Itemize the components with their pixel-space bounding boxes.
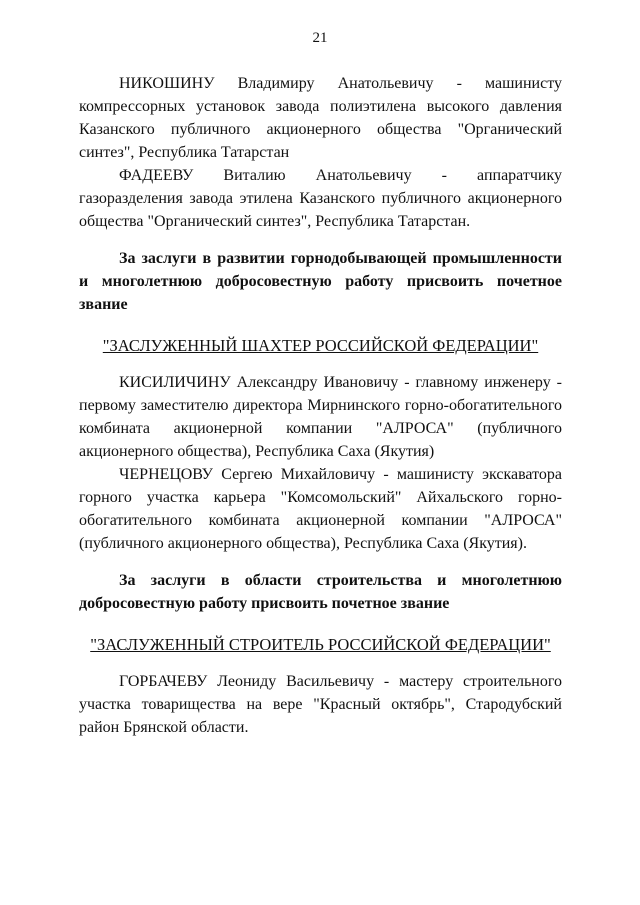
- section-heading-construction: За заслуги в области строительства и многолетнюю добросовестную работу присвоить почетное звание: [79, 572, 562, 612]
- award-title-miner: "ЗАСЛУЖЕННЫЙ ШАХТЕР РОССИЙСКОЙ ФЕДЕРАЦИИ": [102, 336, 539, 355]
- page-number: 21: [312, 30, 328, 46]
- award-entry-kisilichin: КИСИЛИЧИНУ Александру Ивановичу - главному инженеру - первому заместителю директора Мирнинского горно-обогатительного комбината акционерной компании "АЛРОСА" (публичного акционерного общества), Республика Саха (Якутия): [79, 374, 562, 460]
- section-heading-mining: За заслуги в развитии горнодобывающей промышленности и многолетнюю добросовестную работу присвоить почетное звание: [79, 250, 562, 313]
- award-entry-gorbachev: ГОРБАЧЕВУ Леониду Васильевичу - мастеру строительного участка товарищества на вере "Красный октябрь", Стародубский район Брянской области.: [79, 673, 562, 736]
- award-title-builder: "ЗАСЛУЖЕННЫЙ СТРОИТЕЛЬ РОССИЙСКОЙ ФЕДЕРАЦИИ": [90, 635, 551, 654]
- award-entry-nikoshin: НИКОШИНУ Владимиру Анатольевичу - машинисту компрессорных установок завода полиэтилена высокого давления Казанского публичного акционерного общества "Органический синтез", Республика Татарстан: [79, 75, 562, 161]
- page-content: [79, 72, 562, 739]
- award-entry-fadeev: ФАДЕЕВУ Виталию Анатольевичу - аппаратчику газоразделения завода этилена Казанского публичного акционерного общества "Органический синтез", Республика Татарстан.: [79, 167, 562, 230]
- award-entry-chernetsov: ЧЕРНЕЦОВУ Сергею Михайловичу - машинисту экскаватора горного участка карьера "Комсомольский" Айхальского горно-обогатительного комбината акционерной компании "АЛРОСА" (публичного акционерного общества), Республика Саха (Якутия).: [79, 466, 562, 552]
